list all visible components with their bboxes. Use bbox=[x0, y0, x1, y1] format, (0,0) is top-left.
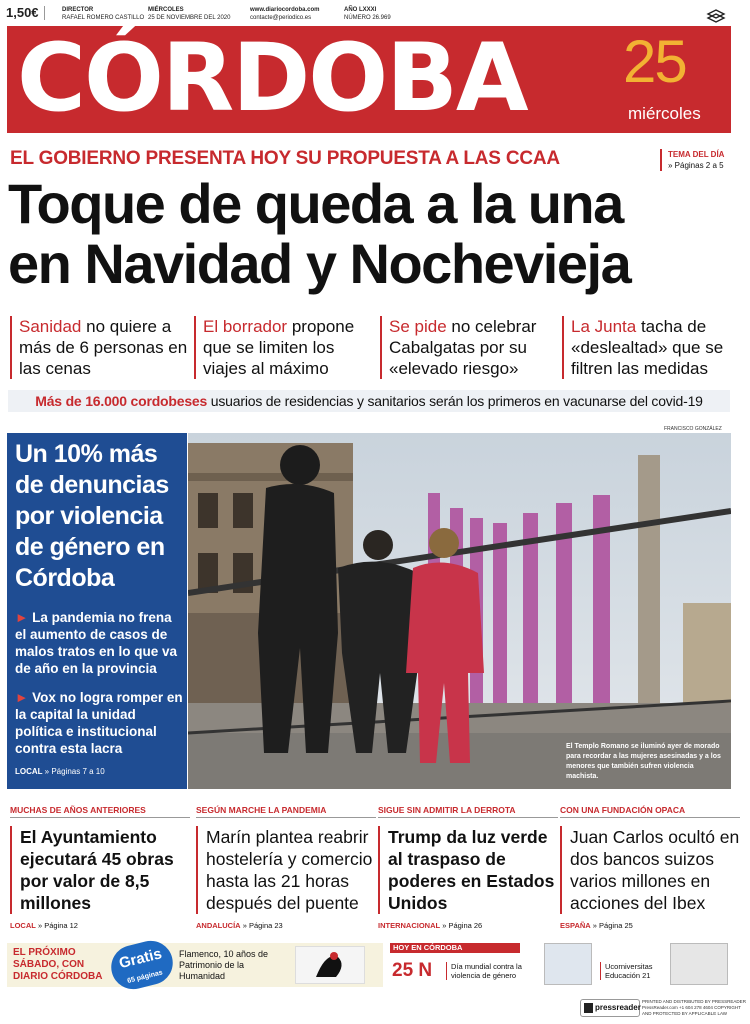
bottom-story-4-title: Juan Carlos ocultó en dos bancos suizos varios millones en acciones del Ibex bbox=[560, 826, 740, 914]
headline-line-1: Toque de queda a la una bbox=[8, 172, 623, 235]
bottom-story-2-title: Marín plantea reabrir hostelería y comercio hasta las 21 horas después del puente bbox=[196, 826, 376, 914]
vaccine-bar-text: usuarios de residencias y sanitarios serán los primeros en vacunarse del covid-19 bbox=[207, 393, 703, 409]
bottom-story-2-section: ANDALUCÍA bbox=[196, 921, 241, 930]
subhead-4-text: tacha de «deslealtad» que se filtren las medidas bbox=[571, 317, 724, 378]
day-number: 25 bbox=[623, 28, 686, 95]
hoy-en-cordoba[interactable] bbox=[390, 943, 730, 987]
bottom-story-2-kicker: SEGÚN MARCHE LA PANDEMIA bbox=[196, 805, 376, 818]
gratis-sub: 65 páginas bbox=[126, 969, 164, 985]
contact-info bbox=[250, 6, 319, 22]
footer-note: PRINTED AND DISTRIBUTED BY PRESSREADER PressReader.com +1 604 278 4604 COPYRIGHT AND PROTECTED BY APPLICABLE LAW bbox=[642, 999, 746, 1016]
bottom-story-1[interactable] bbox=[10, 805, 190, 930]
masthead bbox=[7, 26, 731, 133]
price: 1,50€ bbox=[6, 6, 45, 20]
bottom-story-4-kicker: CON UNA FUNDACIÓN OPACA bbox=[560, 805, 740, 818]
violence-section: LOCAL bbox=[15, 767, 43, 776]
pressreader-label: pressreader bbox=[595, 1003, 641, 1012]
tema-pages: » Páginas 2 a 5 bbox=[668, 161, 724, 170]
bottom-story-2-page: » Página 23 bbox=[242, 921, 283, 930]
violence-bullet-2-text: Vox no logra romper en la capital la unidad política e institucional contra esta lacra bbox=[15, 690, 183, 756]
temple-photo[interactable] bbox=[188, 433, 731, 789]
violence-bullet-1-text: La pandemia no frena el aumento de casos de malos tratos en lo que va de año en la provincia bbox=[15, 610, 178, 676]
group-logo-icon bbox=[702, 6, 732, 28]
bottom-story-2-footer bbox=[196, 921, 283, 930]
vaccine-bar-lead: Más de 16.000 cordobeses bbox=[35, 393, 208, 409]
hoy-image-2 bbox=[670, 943, 728, 985]
bottom-story-3-section: INTERNACIONAL bbox=[378, 921, 441, 930]
gratis-badge bbox=[107, 936, 178, 994]
flamenco-image bbox=[295, 946, 365, 984]
subhead-2-text: propone que se limiten los viajes al máximo bbox=[203, 317, 355, 378]
date-value: 25 DE NOVIEMBRE DEL 2020 bbox=[148, 15, 231, 21]
main-kicker: EL GOBIERNO PRESENTA HOY SU PROPUESTA A LAS CCAA bbox=[10, 148, 560, 169]
violence-pages: » Páginas 7 a 10 bbox=[44, 767, 105, 776]
bottom-story-4[interactable] bbox=[560, 805, 740, 930]
bottom-story-3[interactable] bbox=[378, 805, 558, 930]
director-info bbox=[62, 6, 144, 22]
tema-del-dia[interactable] bbox=[660, 149, 724, 171]
headline-line-2: en Navidad y Nochevieja bbox=[8, 232, 631, 295]
year-label: AÑO LXXXI bbox=[344, 7, 377, 13]
bottom-story-2[interactable] bbox=[196, 805, 376, 930]
vaccine-bar[interactable] bbox=[8, 390, 730, 412]
hoy-date: 25 N bbox=[392, 960, 433, 981]
photo-credit: FRANCISCO GONZÁLEZ bbox=[664, 426, 722, 432]
promo-text: EL PRÓXIMO SÁBADO, CON DIARIO CÓRDOBA bbox=[13, 947, 103, 982]
bottom-story-1-section: LOCAL bbox=[10, 921, 36, 930]
director-name: RAFAEL ROMERO CASTILLO bbox=[62, 15, 145, 21]
subhead-1[interactable] bbox=[10, 316, 188, 379]
day-name: miércoles bbox=[628, 104, 701, 123]
violence-story-box[interactable] bbox=[7, 433, 187, 789]
subhead-2[interactable] bbox=[194, 316, 372, 379]
promo-box[interactable] bbox=[7, 943, 383, 987]
violence-bullet-2 bbox=[15, 689, 183, 757]
bottom-story-4-footer bbox=[560, 921, 633, 930]
bullet-arrow-icon: ► bbox=[15, 610, 33, 625]
subhead-4-lead: La Junta bbox=[571, 317, 637, 336]
director-label: DIRECTOR bbox=[62, 7, 94, 13]
bullet-arrow-icon: ► bbox=[15, 690, 33, 705]
email-link[interactable]: contacte@periodico.es bbox=[250, 15, 312, 21]
hoy-item-1: Día mundial contra la violencia de género bbox=[446, 962, 526, 980]
tema-label: TEMA DEL DÍA bbox=[668, 150, 725, 159]
pressreader-icon bbox=[584, 1003, 593, 1013]
subhead-2-lead: El borrador bbox=[203, 317, 288, 336]
promo-description: Flamenco, 10 años de Patrimonio de la Humanidad bbox=[179, 949, 269, 981]
issue-number: NÚMERO 26.969 bbox=[344, 15, 391, 21]
pressreader-logo[interactable] bbox=[580, 999, 640, 1017]
bottom-story-4-page: » Página 25 bbox=[592, 921, 633, 930]
subhead-1-lead: Sanidad bbox=[19, 317, 82, 336]
bottom-story-1-title: El Ayuntamiento ejecutará 45 obras por valor de 8,5 millones bbox=[10, 826, 190, 914]
bottom-story-3-footer bbox=[378, 921, 482, 930]
hoy-image-1 bbox=[544, 943, 592, 985]
date-info bbox=[148, 6, 230, 22]
subhead-3[interactable] bbox=[380, 316, 558, 379]
gratis-label: Gratis bbox=[117, 945, 164, 973]
subhead-4[interactable] bbox=[562, 316, 740, 379]
bottom-story-3-kicker: SIGUE SIN ADMITIR LA DERROTA bbox=[378, 805, 558, 818]
date-label: MIÉRCOLES bbox=[148, 7, 184, 13]
violence-footer bbox=[15, 767, 105, 776]
main-headline[interactable] bbox=[8, 174, 743, 294]
bottom-story-3-page: » Página 26 bbox=[442, 921, 483, 930]
photo-caption: El Templo Romano se iluminó ayer de morado para recordar a las mujeres asesinadas y a los menores que también sufren violencia machista. bbox=[566, 743, 721, 780]
bottom-story-4-section: ESPAÑA bbox=[560, 921, 591, 930]
bottom-story-1-page: » Página 12 bbox=[37, 921, 78, 930]
violence-bullet-1 bbox=[15, 609, 183, 677]
hoy-kicker: HOY EN CÓRDOBA bbox=[390, 943, 520, 953]
subhead-3-text: no celebrar Cabalgatas por su «elevado riesgo» bbox=[389, 317, 537, 378]
bottom-story-1-footer bbox=[10, 921, 78, 930]
temple-photo-illustration bbox=[188, 433, 731, 789]
issue-info bbox=[344, 6, 391, 22]
violence-headline: Un 10% más de denuncias por violencia de género en Córdoba bbox=[15, 440, 169, 592]
hoy-item-2: Ucorniversitas Educación 21 bbox=[600, 962, 670, 980]
top-strip bbox=[0, 0, 750, 26]
bottom-story-3-title: Trump da luz verde al traspaso de poderes en Estados Unidos bbox=[378, 826, 558, 914]
newspaper-logo[interactable]: CÓRDOBA bbox=[17, 24, 527, 133]
subhead-1-text: no quiere a más de 6 personas en las cenas bbox=[19, 317, 188, 378]
bottom-story-1-kicker: MUCHAS DE AÑOS ANTERIORES bbox=[10, 805, 190, 818]
subhead-3-lead: Se pide bbox=[389, 317, 447, 336]
web-link[interactable]: www.diariocordoba.com bbox=[250, 7, 320, 13]
